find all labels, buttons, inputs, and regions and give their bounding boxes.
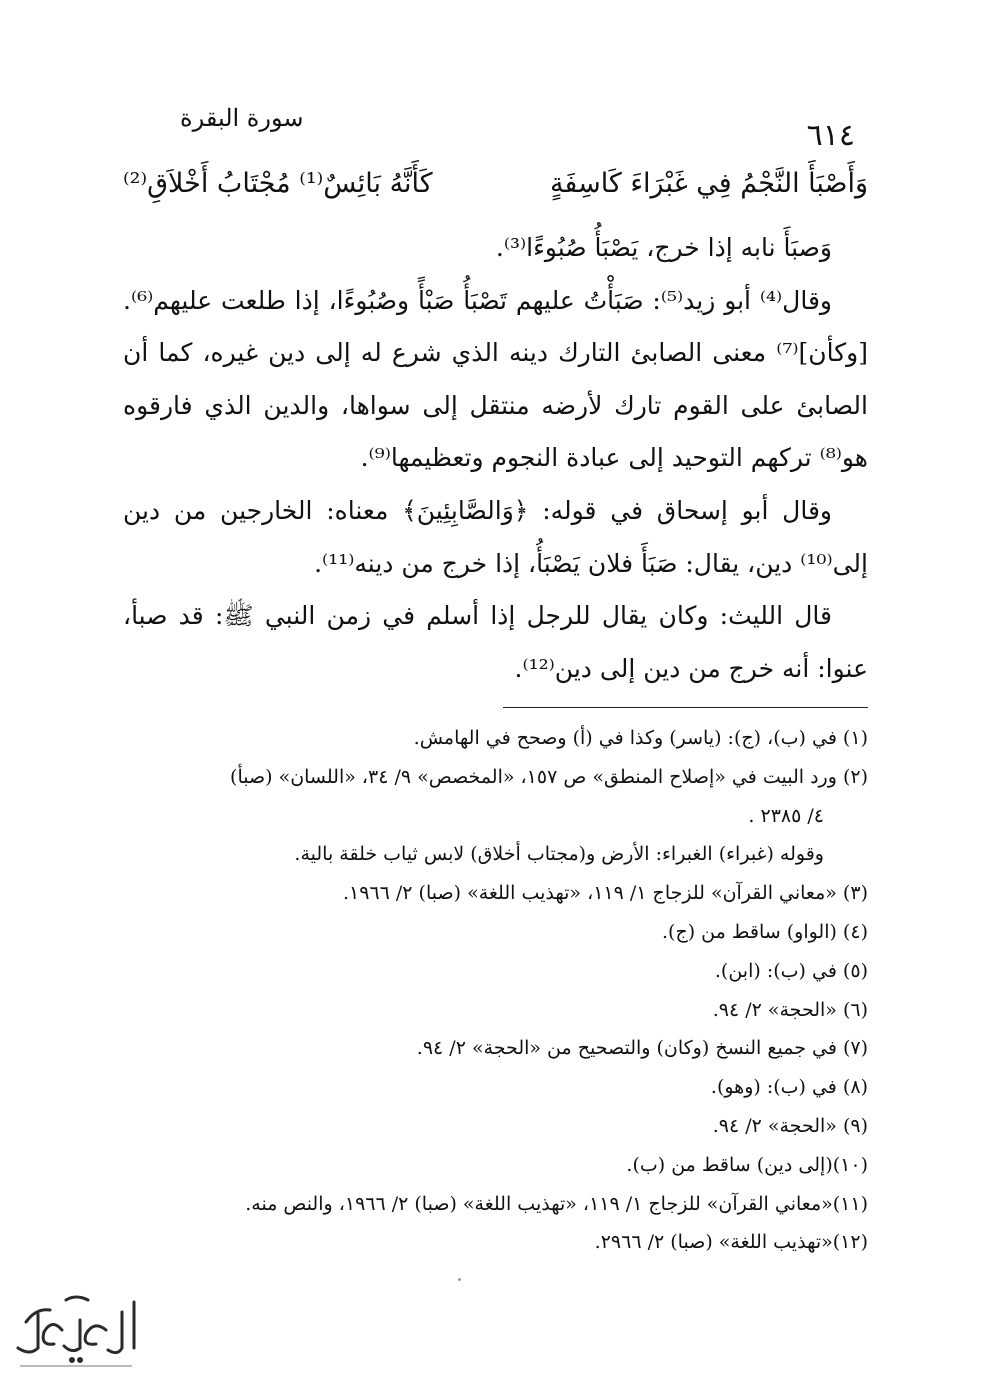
- footnote: (٧) في جميع النسخ (وكان) والتصحيح من «الحجة» ٢/ ٩٤.: [416, 1037, 868, 1060]
- main-text: [123, 222, 868, 695]
- footnote: (١٠)(إلى دين) ساقط من (ب).: [626, 1153, 868, 1176]
- page-number: ٦١٤: [806, 118, 855, 153]
- running-title: سورة البقرة: [180, 104, 304, 132]
- footnote: (٤) (الواو) ساقط من (ج).: [662, 920, 868, 943]
- page-mark: [458, 1278, 461, 1281]
- library-logo: [6, 1290, 146, 1375]
- paragraph: قال الليث: وكان يقال للرجل إذا أسلم في زمن النبي ﷺ: قد صبأ، عنوا: أنه خرج من دين إلى دين⁽¹²⁾.: [123, 601, 868, 683]
- footnote: (٢) ورد البيت في «إصلاح المنطق» ص ١٥٧، «المخصص» ٩/ ٣٤، «اللسان» (صبأ): [230, 765, 868, 788]
- footnote: (١١)«معاني القرآن» للزجاج ١/ ١١٩، «تهذيب اللغة» (صبا) ٢/ ١٩٦٦، والنص منه.: [245, 1192, 868, 1215]
- verse-second-hemistich: كَأَنَّهُ بَائِسٌ⁽¹⁾ مُجْتَابُ أَخْلاَقِ⁽²⁾: [123, 168, 433, 199]
- paragraph: وقال أبو إسحاق في قوله: ﴿وَالصَّابِئِينَ﴾ معناه: الخارجين من دين إلى⁽¹⁰⁾ دين، يقال: صَبَأَ فلان يَصْبَأُ، إذا خرج من دينه⁽¹¹⁾.: [123, 495, 868, 578]
- logo-calligraphy-icon: [18, 1297, 134, 1362]
- footnotes: [123, 719, 868, 1262]
- footnote: (٣) «معاني القرآن» للزجاج ١/ ١١٩، «تهذيب اللغة» (صبا) ٢/ ١٩٦٦.: [342, 882, 868, 905]
- footnote-continuation: ٤/ ٢٣٨٥ .: [748, 804, 824, 827]
- footnote-divider: [503, 707, 868, 708]
- footnote: (١) في (ب)، (ج): (ياسر) وكذا في (أ) وصحح في الهامش.: [413, 727, 868, 749]
- paragraph: وقال⁽⁴⁾ أبو زيد⁽⁵⁾: صَبَأْتُ عليهم تَصْبَأُ صَبْأً وصُبُوءًا، إذا طلعت عليهم⁽⁶⁾. [وكأن]⁽⁷⁾ معنى الصابئ التارك دينه الذي شرع له إلى دين غيره، كما أن الصابئ على القوم تارك لأرضه منتقل إلى سواها، والدين الذي فارقوه هو⁽⁸⁾ تركهم التوحيد إلى عبادة النجوم وتعظيمها⁽⁹⁾.: [123, 285, 868, 473]
- footnote: (٥) في (ب): (ابن).: [714, 959, 868, 982]
- footnote: (١٢)«تهذيب اللغة» (صبا) ٢/ ٢٩٦٦.: [594, 1231, 868, 1254]
- poetry-verse: [123, 168, 868, 216]
- footnote: (٩) «الحجة» ٢/ ٩٤.: [712, 1114, 868, 1137]
- verse-first-hemistich: وَأَصْبَأَ النَّجْمُ فِي غَبْرَاءَ كَاسِفَةٍ: [549, 168, 868, 199]
- page-header: [0, 100, 990, 160]
- footnote-continuation: وقوله (غبراء) الغبراء: الأرض و(مجتاب أخلاق) لابس ثياب خلقة بالية.: [294, 843, 824, 866]
- footnote: (٨) في (ب): (وهو).: [710, 1076, 868, 1099]
- paragraph: وَصبَأَ نابه إذا خرج، يَصْبَأُ صُبُوءًا⁽³⁾.: [495, 233, 832, 262]
- footnote: (٦) «الحجة» ٢/ ٩٤.: [712, 998, 868, 1021]
